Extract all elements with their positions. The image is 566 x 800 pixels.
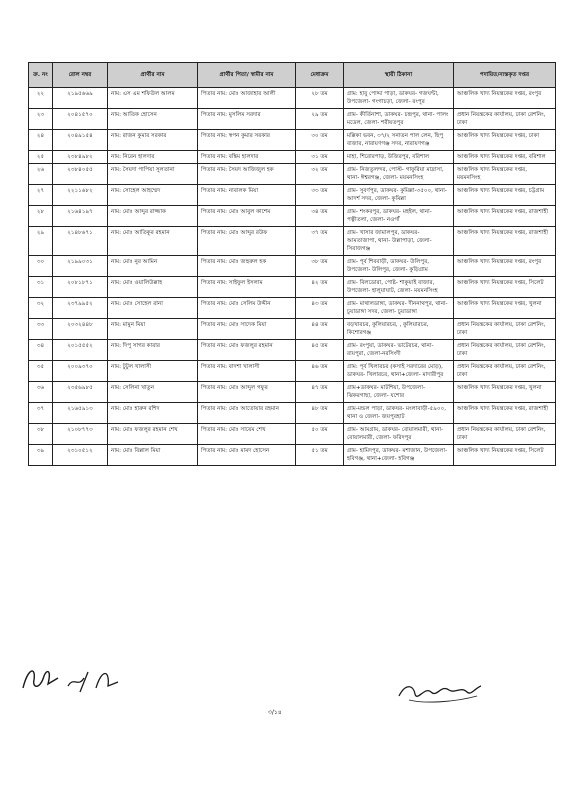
- roll-cell: ২০১৫৫৫২: [53, 340, 108, 361]
- address-cell: গ্রাম- মাথালডাঙ্গা, ডাকঘর- দীননাথপুর, থানা- চুয়াডাঙ্গা সদর, জেলা- চুয়াডাঙ্গা: [344, 298, 454, 319]
- serial-cell: ৩৪: [29, 340, 53, 361]
- name-cell: নাম: সৈয়দা পাপিয়া সুলতানা: [108, 164, 198, 185]
- address-cell: গ্রাম- সুবর্ণপুর, ডাকঘর- কুমিল্লা-৩৫০০, থানা- আদর্শ সদর, জেলা- কুমিল্লা: [344, 185, 454, 206]
- address-cell: গ্রাম-মন্ডল পাড়া, ডাকঘর- মংলাবাড়ী-৫৯০০, থানা ও জেলা- জয়পুরহাট: [344, 403, 454, 424]
- father-cell: পিতার নাম: বঙ্কিম হালদার: [198, 151, 296, 164]
- merit-cell: ৪৬ তম: [296, 361, 344, 382]
- name-cell: নাম: আতিক হোসেন: [108, 109, 198, 130]
- table-row: [29, 340, 556, 361]
- signature-left: [18, 658, 128, 698]
- merit-cell: ৪৩ তম: [296, 298, 344, 319]
- roll-cell: ২০৪৯১৫৪: [53, 130, 108, 151]
- office-cell: প্রধান নিয়ন্ত্রকের কার্যালয়, ঢাকা রেশনিং, ঢাকা: [454, 319, 556, 340]
- address-cell: গ্রাম- পূর্ব শিববাড়ী, ডাকঘর- উলিপুর, উপজেলা- উলিপুর, জেলা- কুড়িগ্রাম: [344, 256, 454, 277]
- serial-cell: ২৪: [29, 130, 53, 151]
- merit-cell: ৪৪ তম: [296, 319, 344, 340]
- address-cell: মল্লিকা ভবন, ৩৭/২ সনাতন পাল লেন, ছিপু বাজার, নারায়ণগঞ্জ সদর, নারায়ণগঞ্জ: [344, 130, 454, 151]
- name-cell: নাম: দিপু সাগর কারার: [108, 340, 198, 361]
- father-cell: পিতার নাম: নাবালক মিয়া: [198, 185, 296, 206]
- office-cell: আঞ্চলিক খাদ্য নিয়ন্ত্রকের দপ্তর, ময়মনসিংহ: [454, 164, 556, 185]
- merit-cell: ৫০ তম: [296, 424, 344, 445]
- office-cell: প্রধান নিয়ন্ত্রকের কার্যালয়, ঢাকা রেশনিং, ঢাকা: [454, 361, 556, 382]
- father-cell: পিতার নাম: মোঃ সেলিম উদ্দীন: [198, 298, 296, 319]
- table-row: [29, 164, 556, 185]
- father-cell: পিতার নাম: মোঃ জহুরুল হক: [198, 256, 296, 277]
- merit-cell: ২৯ তম: [296, 109, 344, 130]
- merit-cell: ৩৭ তম: [296, 227, 344, 256]
- office-cell: আঞ্চলিক খাদ্য নিয়ন্ত্রকের দপ্তর, রংপুর: [454, 88, 556, 109]
- header-name: প্রার্থীর নাম: [108, 63, 198, 88]
- address-cell: গ্রাম+ডাকঘর- মাটশিয়া, উপজেলা- ঝিকরগাছা, জেলা- যশোর: [344, 382, 454, 403]
- table-row: [29, 88, 556, 109]
- serial-cell: ৩৯: [29, 445, 53, 466]
- header-address: স্থায়ী ঠিকানা: [344, 63, 454, 88]
- address-cell: গ্রাম- বিলডোরা, পোষ্ট- শাকুয়াই বাজার, উপজেলা- হালুয়াঘাট, জেলা- ময়মনসিংহ: [344, 277, 454, 298]
- merit-cell: ৪৫ তম: [296, 340, 344, 361]
- serial-cell: ২৩: [29, 109, 53, 130]
- roll-cell: ২২১১৬৮২: [53, 185, 108, 206]
- candidate-table: [28, 62, 556, 466]
- table-header-row: [29, 63, 556, 88]
- office-cell: আঞ্চলিক খাদ্য নিয়ন্ত্রকের দপ্তর, রংপুর: [454, 256, 556, 277]
- office-cell: আঞ্চলিক খাদ্য নিয়ন্ত্রকের দপ্তর, রাজশাহী: [454, 403, 556, 424]
- page-number: ৩/১৪: [268, 709, 282, 716]
- name-cell: নাম: মামুন মিয়া: [108, 319, 198, 340]
- father-cell: পিতার নাম: মোঃ আবুল কাশেম: [198, 206, 296, 227]
- father-cell: পিতার নাম: বাদশা খালাসী: [198, 361, 296, 382]
- merit-cell: ৩১ তম: [296, 151, 344, 164]
- serial-cell: ২৭: [29, 185, 53, 206]
- table-row: [29, 256, 556, 277]
- serial-cell: ২৫: [29, 151, 53, 164]
- roll-cell: ২৩৮৪৯৮২: [53, 151, 108, 164]
- father-cell: পিতার নাম: মোঃ মামদ হোসেন: [198, 445, 296, 466]
- father-cell: পিতার নাম: মুসলিম সরদার: [198, 109, 296, 130]
- name-cell: নাম: এস এম শফিউল আলম: [108, 88, 198, 109]
- table-row: [29, 445, 556, 466]
- name-cell: নাম: মোঃ সোহেল রানা: [108, 298, 198, 319]
- name-cell: নাম: সোহেল আহম্মেদ: [108, 185, 198, 206]
- merit-cell: ৪২ তম: [296, 277, 344, 298]
- father-cell: পিতার নাম: মোঃ ফজলুর রহমান: [198, 340, 296, 361]
- table-row: [29, 206, 556, 227]
- name-cell: নাম: টুটুল খালাসী: [108, 361, 198, 382]
- office-cell: আঞ্চলিক খাদ্য নিয়ন্ত্রকের দপ্তর, খুলনা: [454, 298, 556, 319]
- roll-cell: ২৩৮৪০৫৫: [53, 164, 108, 185]
- address-cell: মাহা, শিরোরপাড়, উজিরপুর, বরিশাল: [344, 151, 454, 164]
- office-cell: প্রধান নিয়ন্ত্রকের কার্যালয়, ঢাকা রেশনিং, ঢাকা: [454, 340, 556, 361]
- father-cell: পিতার নাম: মোঃ আব্দুর রউফ: [198, 227, 296, 256]
- father-cell: পিতার নাম: সৈয়দ আজিজুল হক: [198, 164, 296, 185]
- header-serial: ক্র. নং: [29, 63, 53, 88]
- roll-cell: ২১৯৫৬৬৯: [53, 88, 108, 109]
- serial-cell: ৩৩: [29, 319, 53, 340]
- name-cell: নাম: সেলিনা খাতুন: [108, 382, 198, 403]
- address-cell: গ্রাম- আমগ্রাম, ডাকঘর- বোয়ালমারী, থানা- বোয়ালমারী, জেলা- ফরিদপুর: [344, 424, 454, 445]
- table-row: [29, 424, 556, 445]
- table-row: [29, 130, 556, 151]
- serial-cell: ৩১: [29, 277, 53, 298]
- table-row: [29, 185, 556, 206]
- address-cell: গ্রাম- কীর্তিনাশা, ডাকঘর- চন্দ্রপুর, থানা- পালং মডেল, জেলা- শরীয়তপুর: [344, 109, 454, 130]
- father-cell: পিতার নাম: মোঃ সাদেক মিয়া: [198, 319, 296, 340]
- roll-cell: ২১৪৮৬৭১: [53, 227, 108, 256]
- header-roll: রোল নম্বর: [53, 63, 108, 88]
- table-row: [29, 319, 556, 340]
- serial-cell: ২৮: [29, 206, 53, 227]
- table-row: [29, 403, 556, 424]
- office-cell: আঞ্চলিক খাদ্য নিয়ন্ত্রকের দপ্তর, ঢাকা: [454, 130, 556, 151]
- name-cell: নাম: মোঃ ওয়ালিউল্লাহ: [108, 277, 198, 298]
- roll-cell: ২১৬৫৯১৩: [53, 403, 108, 424]
- merit-cell: ৩০ তম: [296, 130, 344, 151]
- roll-cell: ২০৩২৪৪৮: [53, 319, 108, 340]
- roll-cell: ২৩১০৫১২: [53, 445, 108, 466]
- name-cell: নাম: মোঃ হারুন রশিদ: [108, 403, 198, 424]
- header-merit: মেধাক্রম: [296, 63, 344, 88]
- serial-cell: ৩০: [29, 256, 53, 277]
- merit-cell: ৪৮ তম: [296, 403, 344, 424]
- address-cell: গ্রাম- শংকরপুর, ডাকঘর- মহইল, থানা- পত্নীতলা, জেলা- নওগাঁ: [344, 206, 454, 227]
- serial-cell: ২৬: [29, 164, 53, 185]
- office-cell: আঞ্চলিক খাদ্য নিয়ন্ত্রকের দপ্তর, সিলেট: [454, 277, 556, 298]
- table-row: [29, 361, 556, 382]
- name-cell: নাম: নিরেন হালদার: [108, 151, 198, 164]
- address-cell: বড়খারচর, কুলিয়ারচর, , কুলিয়ারচর, কিশোরগঞ্জ: [344, 319, 454, 340]
- serial-cell: ৩৫: [29, 361, 53, 382]
- serial-cell: ৩৬: [29, 382, 53, 403]
- name-cell: নাম: মোঃ আব্দুর রাজ্জাক: [108, 206, 198, 227]
- merit-cell: ৫১ তম: [296, 445, 344, 466]
- roll-cell: ২১৯৯০৩১: [53, 256, 108, 277]
- table-row: [29, 109, 556, 130]
- roll-cell: ২০৪১৫৭০: [53, 109, 108, 130]
- office-cell: আঞ্চলিক খাদ্য নিয়ন্ত্রকের দপ্তর, রাজশাহী: [454, 227, 556, 256]
- office-cell: আঞ্চলিক খাদ্য নিয়ন্ত্রকের দপ্তর, বরিশাল: [454, 151, 556, 164]
- merit-cell: ৩৪ তম: [296, 206, 344, 227]
- office-cell: প্রধান নিয়ন্ত্রকের কার্যালয়, ঢাকা রেশনিং, ঢাকা: [454, 109, 556, 130]
- roll-cell: ২৩৫৬৯৮৫: [53, 382, 108, 403]
- merit-cell: ৩৩ তম: [296, 185, 344, 206]
- serial-cell: ৩২: [29, 298, 53, 319]
- address-cell: গ্রাম- নিজতুলন্দর, পোস্ট- গাফুরিয়া মাদ্রাসা, থানা- ঈশ্বরগঞ্জ, জেলা- ময়মনসিংহ: [344, 164, 454, 185]
- roll-cell: ২০৮১৮৭১: [53, 277, 108, 298]
- office-cell: আঞ্চলিক খাদ্য নিয়ন্ত্রকের দপ্তর, চট্টগ্রাম: [454, 185, 556, 206]
- serial-cell: ২৯: [29, 227, 53, 256]
- roll-cell: ২১৬৪১৯৭: [53, 206, 108, 227]
- name-cell: নাম: মোঃ নুর আমিন: [108, 256, 198, 277]
- serial-cell: ৩৭: [29, 403, 53, 424]
- roll-cell: ২৩৭৯৯৫২: [53, 298, 108, 319]
- table-row: [29, 277, 556, 298]
- address-cell: গ্রাম: পূর্ব খিলারচর (কসাই সরদারের মোড়), ডাকঘর- খিলারচর, থানা+জেলা- মাদারীপুর: [344, 361, 454, 382]
- merit-cell: ৩২ তম: [296, 164, 344, 185]
- father-cell: পিতার নাম: মোঃ আতোয়ার রহমান: [198, 403, 296, 424]
- father-cell: পিতার নাম: স্বপন কুমার সরকার: [198, 130, 296, 151]
- office-cell: আঞ্চলিক খাদ্য নিয়ন্ত্রকের দপ্তর, খুলনা: [454, 382, 556, 403]
- father-cell: পিতার নাম: মোঃ আব্দুল গফুর: [198, 382, 296, 403]
- father-cell: পিতার নাম: মোঃ আজাহার আলী: [198, 88, 296, 109]
- table-row: [29, 227, 556, 256]
- office-cell: আঞ্চলিক খাদ্য নিয়ন্ত্রকের দপ্তর, রাজশাহী: [454, 206, 556, 227]
- name-cell: নাম: মোঃ ফজলুর রহমান শেখ: [108, 424, 198, 445]
- name-cell: নাম: মোঃ বিল্লাল মিয়া: [108, 445, 198, 466]
- address-cell: গ্রাম- হামিদপুর, ডাকঘর- মশাজান, উপজেলা- হবিগঞ্জ, থানা+জেলা- হবিগঞ্জ: [344, 445, 454, 466]
- header-father: প্রার্থীর পিতা/ স্বামীর নাম: [198, 63, 296, 88]
- address-cell: গ্রাম- রংপুয়া, ডাকঘর- ভাটেরচর, থানা- রায়পুরা, জেলা-নরসিংদী: [344, 340, 454, 361]
- signature-right: [395, 676, 485, 706]
- address-cell: গ্রাম: হাবু পোদ্দা পাড়া, ডাকঘর- গজঘন্টা, উপজেলা- গংগাচড়া, জেলা- রংপুর: [344, 88, 454, 109]
- roll-cell: ২১০৮৭৭৩: [53, 424, 108, 445]
- table-row: [29, 298, 556, 319]
- name-cell: নাম: রাজন কুমার সরকার: [108, 130, 198, 151]
- office-cell: আঞ্চলিক খাদ্য নিয়ন্ত্রকের দপ্তর, সিলেট: [454, 445, 556, 466]
- father-cell: পিতার নাম: মোঃ সায়েম শেখ: [198, 424, 296, 445]
- office-cell: প্রধান নিয়ন্ত্রকের কার্যালয়, ঢাকা রেশনিং, ঢাকা: [454, 424, 556, 445]
- serial-cell: ৩৮: [29, 424, 53, 445]
- address-cell: গ্রাম- খাসার জামালপুর, ডাকঘর- আমতাজাপা, থানা- উল্লাপাড়া, জেলা- সিরাজগঞ্জ: [344, 227, 454, 256]
- roll-cell: ২০০৯৩৭০: [53, 361, 108, 382]
- table-row: [29, 151, 556, 164]
- merit-cell: ২৮ তম: [296, 88, 344, 109]
- table-row: [29, 382, 556, 403]
- merit-cell: ৪৭ তম: [296, 382, 344, 403]
- father-cell: পিতার নাম: সাইফুল ইসলাম: [198, 277, 296, 298]
- merit-cell: ৩৮ তম: [296, 256, 344, 277]
- name-cell: নাম: মোঃ আতিকুর রহমান: [108, 227, 198, 256]
- serial-cell: ২২: [29, 88, 53, 109]
- header-office: পদায়িত/ন্যস্তকৃত দপ্তর: [454, 63, 556, 88]
- table-body: [29, 88, 556, 466]
